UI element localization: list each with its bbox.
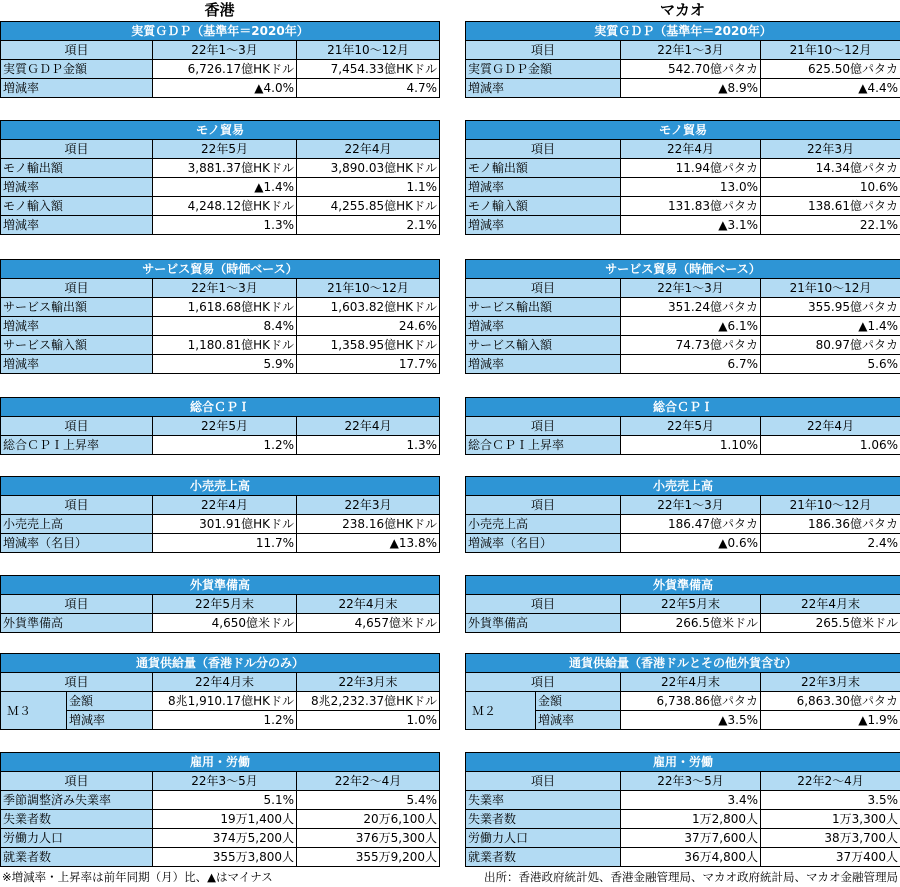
- row-label: 失業者数: [466, 810, 621, 829]
- row-label: 就業者数: [1, 848, 153, 867]
- value-cell: 5.1%: [153, 791, 297, 810]
- row-label: 季節調整済み失業率: [1, 791, 153, 810]
- column-header-item: 項目: [466, 41, 621, 60]
- value-cell: 14.34億パタカ: [761, 159, 900, 178]
- value-cell: 4,248.12億HKドル: [153, 197, 297, 216]
- table-row: [466, 515, 900, 534]
- column-header-period: 22年4月: [761, 417, 900, 436]
- column-header-item: 項目: [466, 417, 621, 436]
- value-cell: ▲1.4%: [153, 178, 297, 197]
- value-cell: 1,180.81億HKドル: [153, 336, 297, 355]
- reserve-table: [0, 575, 440, 633]
- row-label: 失業率: [466, 791, 621, 810]
- value-cell: ▲3.5%: [621, 711, 761, 730]
- row-label: 増減率: [1, 216, 153, 235]
- value-cell: 5.6%: [761, 355, 900, 374]
- value-cell: 625.50億パタカ: [761, 60, 900, 79]
- row-label: サービス輸入額: [1, 336, 153, 355]
- value-cell: 8兆1,910.17億HKドル: [153, 692, 297, 711]
- value-cell: 542.70億パタカ: [621, 60, 761, 79]
- column-header-period: 22年1～3月: [153, 41, 297, 60]
- value-cell: 1.2%: [153, 436, 297, 455]
- table-row: [466, 829, 900, 848]
- value-cell: 4,650億米ドル: [153, 614, 297, 633]
- cpi-table: [465, 397, 900, 455]
- section-title: 実質ＧＤＰ（基準年＝2020年）: [466, 22, 900, 41]
- column-header-period: 21年10～12月: [297, 279, 440, 298]
- money-table: [465, 653, 900, 730]
- gdp-table: [465, 21, 900, 98]
- row-label: 増減率: [1, 79, 153, 98]
- value-cell: 355万9,200人: [297, 848, 440, 867]
- table-row: [1, 436, 440, 455]
- row-label: サービス輸入額: [466, 336, 621, 355]
- table-row: [1, 159, 440, 178]
- section-title: 外貨準備高: [466, 576, 900, 595]
- column-header-period: 22年3～5月: [153, 772, 297, 791]
- section-title: 小売売上高: [466, 477, 900, 496]
- column-header-period: 22年4月: [297, 140, 440, 159]
- table-row: [1, 810, 440, 829]
- table-row: [466, 317, 900, 336]
- reserve-table: [465, 575, 900, 633]
- section-title: サービス貿易（時価ベース）: [466, 260, 900, 279]
- value-cell: 374万5,200人: [153, 829, 297, 848]
- column-header-item: 項目: [466, 673, 621, 692]
- value-cell: 10.6%: [761, 178, 900, 197]
- row-label: 小売売上高: [1, 515, 153, 534]
- value-cell: ▲4.0%: [153, 79, 297, 98]
- trade-table: [0, 120, 440, 235]
- value-cell: 186.47億パタカ: [621, 515, 761, 534]
- column-header-item: 項目: [1, 673, 153, 692]
- row-label: 増減率: [466, 355, 621, 374]
- value-cell: 355万3,800人: [153, 848, 297, 867]
- row-label: サービス輸出額: [1, 298, 153, 317]
- section-title: 実質ＧＤＰ（基準年＝2020年）: [1, 22, 440, 41]
- value-cell: 80.97億パタカ: [761, 336, 900, 355]
- column-header-period: 22年3～5月: [621, 772, 761, 791]
- value-cell: 8.4%: [153, 317, 297, 336]
- table-row: [466, 178, 900, 197]
- table-row: [1, 711, 440, 730]
- table-row: [466, 355, 900, 374]
- section-title: 通貨供給量（香港ドル分のみ）: [1, 654, 440, 673]
- cpi-table: [0, 397, 440, 455]
- row-label: モノ輸入額: [466, 197, 621, 216]
- table-row: [466, 216, 900, 235]
- table-row: [1, 829, 440, 848]
- value-cell: 6,738.86億パタカ: [621, 692, 761, 711]
- row-label: 失業者数: [1, 810, 153, 829]
- column-header-period: 22年1～3月: [153, 279, 297, 298]
- table-row: [1, 791, 440, 810]
- money-supply-label: Ｍ３: [1, 692, 67, 730]
- section-title: モノ貿易: [466, 121, 900, 140]
- value-cell: 3.4%: [621, 791, 761, 810]
- value-cell: 1.3%: [297, 436, 440, 455]
- value-cell: 17.7%: [297, 355, 440, 374]
- value-cell: 138.61億パタカ: [761, 197, 900, 216]
- row-label: 小売売上高: [466, 515, 621, 534]
- value-cell: 301.91億HKドル: [153, 515, 297, 534]
- column-header-item: 項目: [1, 279, 153, 298]
- row-label: 増減率: [1, 355, 153, 374]
- row-label: 増減率: [536, 711, 621, 730]
- section-title: 総合ＣＰＩ: [466, 398, 900, 417]
- column-header-period: 22年4月末: [621, 673, 761, 692]
- column-header-period: 22年2～4月: [297, 772, 440, 791]
- value-cell: 1.1%: [297, 178, 440, 197]
- value-cell: 351.24億パタカ: [621, 298, 761, 317]
- row-label: モノ輸出額: [466, 159, 621, 178]
- value-cell: 37万400人: [761, 848, 900, 867]
- value-cell: 4.7%: [297, 79, 440, 98]
- row-label: 外貨準備高: [466, 614, 621, 633]
- value-cell: 238.16億HKドル: [297, 515, 440, 534]
- labor-table: [465, 752, 900, 867]
- row-label: 外貨準備高: [1, 614, 153, 633]
- value-cell: 4,255.85億HKドル: [297, 197, 440, 216]
- table-row: [1, 197, 440, 216]
- value-cell: ▲6.1%: [621, 317, 761, 336]
- column-header-period: 22年5月: [153, 140, 297, 159]
- section-title: 小売売上高: [1, 477, 440, 496]
- row-label: 実質ＧＤＰ金額: [466, 60, 621, 79]
- macau-title: マカオ: [659, 1, 705, 19]
- labor-table: [0, 752, 440, 867]
- column-header-item: 項目: [1, 595, 153, 614]
- table-row: [466, 614, 900, 633]
- section-title: モノ貿易: [1, 121, 440, 140]
- table-row: [1, 317, 440, 336]
- table-row: [1, 848, 440, 867]
- value-cell: 3.5%: [761, 791, 900, 810]
- value-cell: ▲4.4%: [761, 79, 900, 98]
- table-row: [466, 791, 900, 810]
- section-title: 外貨準備高: [1, 576, 440, 595]
- value-cell: 3,881.37億HKドル: [153, 159, 297, 178]
- table-row: [466, 159, 900, 178]
- column-header-item: 項目: [466, 279, 621, 298]
- row-label: 労働力人口: [1, 829, 153, 848]
- value-cell: 1,603.82億HKドル: [297, 298, 440, 317]
- row-label: 実質ＧＤＰ金額: [1, 60, 153, 79]
- value-cell: 1.0%: [297, 711, 440, 730]
- row-label: 増減率（名目）: [1, 534, 153, 553]
- table-row: [466, 848, 900, 867]
- column-header-period: 22年3月末: [297, 673, 440, 692]
- table-row: [1, 355, 440, 374]
- table-row: [1, 336, 440, 355]
- value-cell: 1万2,800人: [621, 810, 761, 829]
- table-row: [466, 436, 900, 455]
- table-row: [1, 614, 440, 633]
- row-label: 増減率: [1, 317, 153, 336]
- value-cell: 20万6,100人: [297, 810, 440, 829]
- column-header-item: 項目: [1, 417, 153, 436]
- value-cell: 186.36億パタカ: [761, 515, 900, 534]
- value-cell: 266.5億米ドル: [621, 614, 761, 633]
- column-header-period: 21年10～12月: [761, 279, 900, 298]
- value-cell: 1.06%: [761, 436, 900, 455]
- table-row: [1, 60, 440, 79]
- value-cell: ▲0.6%: [621, 534, 761, 553]
- row-label: 増減率: [466, 317, 621, 336]
- row-label: 総合ＣＰＩ上昇率: [1, 436, 153, 455]
- column-header-item: 項目: [1, 140, 153, 159]
- column-header-period: 22年4月末: [761, 595, 900, 614]
- value-cell: 1,358.95億HKドル: [297, 336, 440, 355]
- row-label: モノ輸出額: [1, 159, 153, 178]
- hong-kong-title: 香港: [204, 1, 235, 19]
- column-header-period: 21年10～12月: [297, 41, 440, 60]
- row-label: 増減率: [466, 79, 621, 98]
- value-cell: 1.3%: [153, 216, 297, 235]
- column-header-item: 項目: [1, 41, 153, 60]
- value-cell: 7,454.33億HKドル: [297, 60, 440, 79]
- table-row: [1, 178, 440, 197]
- source-note: 出所：香港政府統計処、香港金融管理局、マカオ政府統計局、マカオ金融管理局: [484, 870, 898, 884]
- row-label: 労働力人口: [466, 829, 621, 848]
- value-cell: 265.5億米ドル: [761, 614, 900, 633]
- row-label: 総合ＣＰＩ上昇率: [466, 436, 621, 455]
- column-header-period: 22年5月末: [621, 595, 761, 614]
- column-header-item: 項目: [466, 595, 621, 614]
- value-cell: 38万3,700人: [761, 829, 900, 848]
- value-cell: ▲3.1%: [621, 216, 761, 235]
- money-table: [0, 653, 440, 730]
- table-row: [1, 298, 440, 317]
- value-cell: 74.73億パタカ: [621, 336, 761, 355]
- gdp-table: [0, 21, 440, 98]
- value-cell: ▲1.4%: [761, 317, 900, 336]
- column-header-item: 項目: [1, 772, 153, 791]
- column-header-item: 項目: [466, 140, 621, 159]
- money-supply-label: Ｍ２: [466, 692, 536, 730]
- row-label: 増減率（名目）: [466, 534, 621, 553]
- row-label: サービス輸出額: [466, 298, 621, 317]
- value-cell: 4,657億米ドル: [297, 614, 440, 633]
- value-cell: 19万1,400人: [153, 810, 297, 829]
- table-row: [1, 216, 440, 235]
- value-cell: 1,618.68億HKドル: [153, 298, 297, 317]
- value-cell: 22.1%: [761, 216, 900, 235]
- row-label: 就業者数: [466, 848, 621, 867]
- service-table: [0, 259, 440, 374]
- value-cell: 1.2%: [153, 711, 297, 730]
- column-header-period: 22年4月末: [153, 673, 297, 692]
- value-cell: 24.6%: [297, 317, 440, 336]
- value-cell: 131.83億パタカ: [621, 197, 761, 216]
- retail-table: [0, 476, 440, 553]
- column-header-period: 22年1～3月: [621, 279, 761, 298]
- table-row: [466, 534, 900, 553]
- value-cell: 13.0%: [621, 178, 761, 197]
- column-header-item: 項目: [1, 496, 153, 515]
- table-row: [466, 810, 900, 829]
- column-header-period: 22年2～4月: [761, 772, 900, 791]
- trade-table: [465, 120, 900, 235]
- table-row: [466, 197, 900, 216]
- section-title: 総合ＣＰＩ: [1, 398, 440, 417]
- footnote: ※増減率・上昇率は前年同期（月）比、▲はマイナス: [2, 870, 273, 884]
- table-row: [1, 515, 440, 534]
- table-row: [466, 79, 900, 98]
- value-cell: 3,890.03億HKドル: [297, 159, 440, 178]
- value-cell: ▲13.8%: [297, 534, 440, 553]
- row-label: 増減率: [1, 178, 153, 197]
- column-header-item: 項目: [466, 772, 621, 791]
- value-cell: 5.4%: [297, 791, 440, 810]
- value-cell: 6.7%: [621, 355, 761, 374]
- retail-table: [465, 476, 900, 553]
- table-row: [466, 60, 900, 79]
- column-header-period: 22年3月: [761, 140, 900, 159]
- row-label: 金額: [67, 692, 153, 711]
- value-cell: 11.94億パタカ: [621, 159, 761, 178]
- value-cell: 2.1%: [297, 216, 440, 235]
- value-cell: 36万4,800人: [621, 848, 761, 867]
- column-header-period: 22年3月末: [761, 673, 900, 692]
- value-cell: 11.7%: [153, 534, 297, 553]
- table-row: [466, 298, 900, 317]
- value-cell: 355.95億パタカ: [761, 298, 900, 317]
- section-title: 通貨供給量（香港ドルとその他外貨含む）: [466, 654, 900, 673]
- row-label: モノ輸入額: [1, 197, 153, 216]
- value-cell: 6,726.17億HKドル: [153, 60, 297, 79]
- column-header-period: 22年5月末: [153, 595, 297, 614]
- value-cell: 5.9%: [153, 355, 297, 374]
- value-cell: 37万7,600人: [621, 829, 761, 848]
- row-label: 増減率: [67, 711, 153, 730]
- value-cell: 1.10%: [621, 436, 761, 455]
- value-cell: 376万5,300人: [297, 829, 440, 848]
- table-row: [466, 692, 900, 711]
- value-cell: 8兆2,232.37億HKドル: [297, 692, 440, 711]
- column-header-period: 22年4月: [153, 496, 297, 515]
- table-row: [1, 79, 440, 98]
- row-label: 増減率: [466, 178, 621, 197]
- column-header-period: 21年10～12月: [761, 496, 900, 515]
- value-cell: ▲1.9%: [761, 711, 900, 730]
- section-title: 雇用・労働: [466, 753, 900, 772]
- row-label: 増減率: [466, 216, 621, 235]
- service-table: [465, 259, 900, 374]
- section-title: 雇用・労働: [1, 753, 440, 772]
- value-cell: 6,863.30億パタカ: [761, 692, 900, 711]
- column-header-period: 22年5月: [621, 417, 761, 436]
- section-title: サービス貿易（時価ベース）: [1, 260, 440, 279]
- table-row: [466, 336, 900, 355]
- value-cell: 2.4%: [761, 534, 900, 553]
- table-row: [1, 534, 440, 553]
- column-header-period: 22年4月: [621, 140, 761, 159]
- column-header-item: 項目: [466, 496, 621, 515]
- column-header-period: 22年3月: [297, 496, 440, 515]
- column-header-period: 22年1～3月: [621, 41, 761, 60]
- column-header-period: 22年5月: [153, 417, 297, 436]
- row-label: 金額: [536, 692, 621, 711]
- value-cell: ▲8.9%: [621, 79, 761, 98]
- column-header-period: 22年4月末: [297, 595, 440, 614]
- table-row: [1, 692, 440, 711]
- column-header-period: 22年4月: [297, 417, 440, 436]
- column-header-period: 21年10～12月: [761, 41, 900, 60]
- value-cell: 1万3,300人: [761, 810, 900, 829]
- column-header-period: 22年1～3月: [621, 496, 761, 515]
